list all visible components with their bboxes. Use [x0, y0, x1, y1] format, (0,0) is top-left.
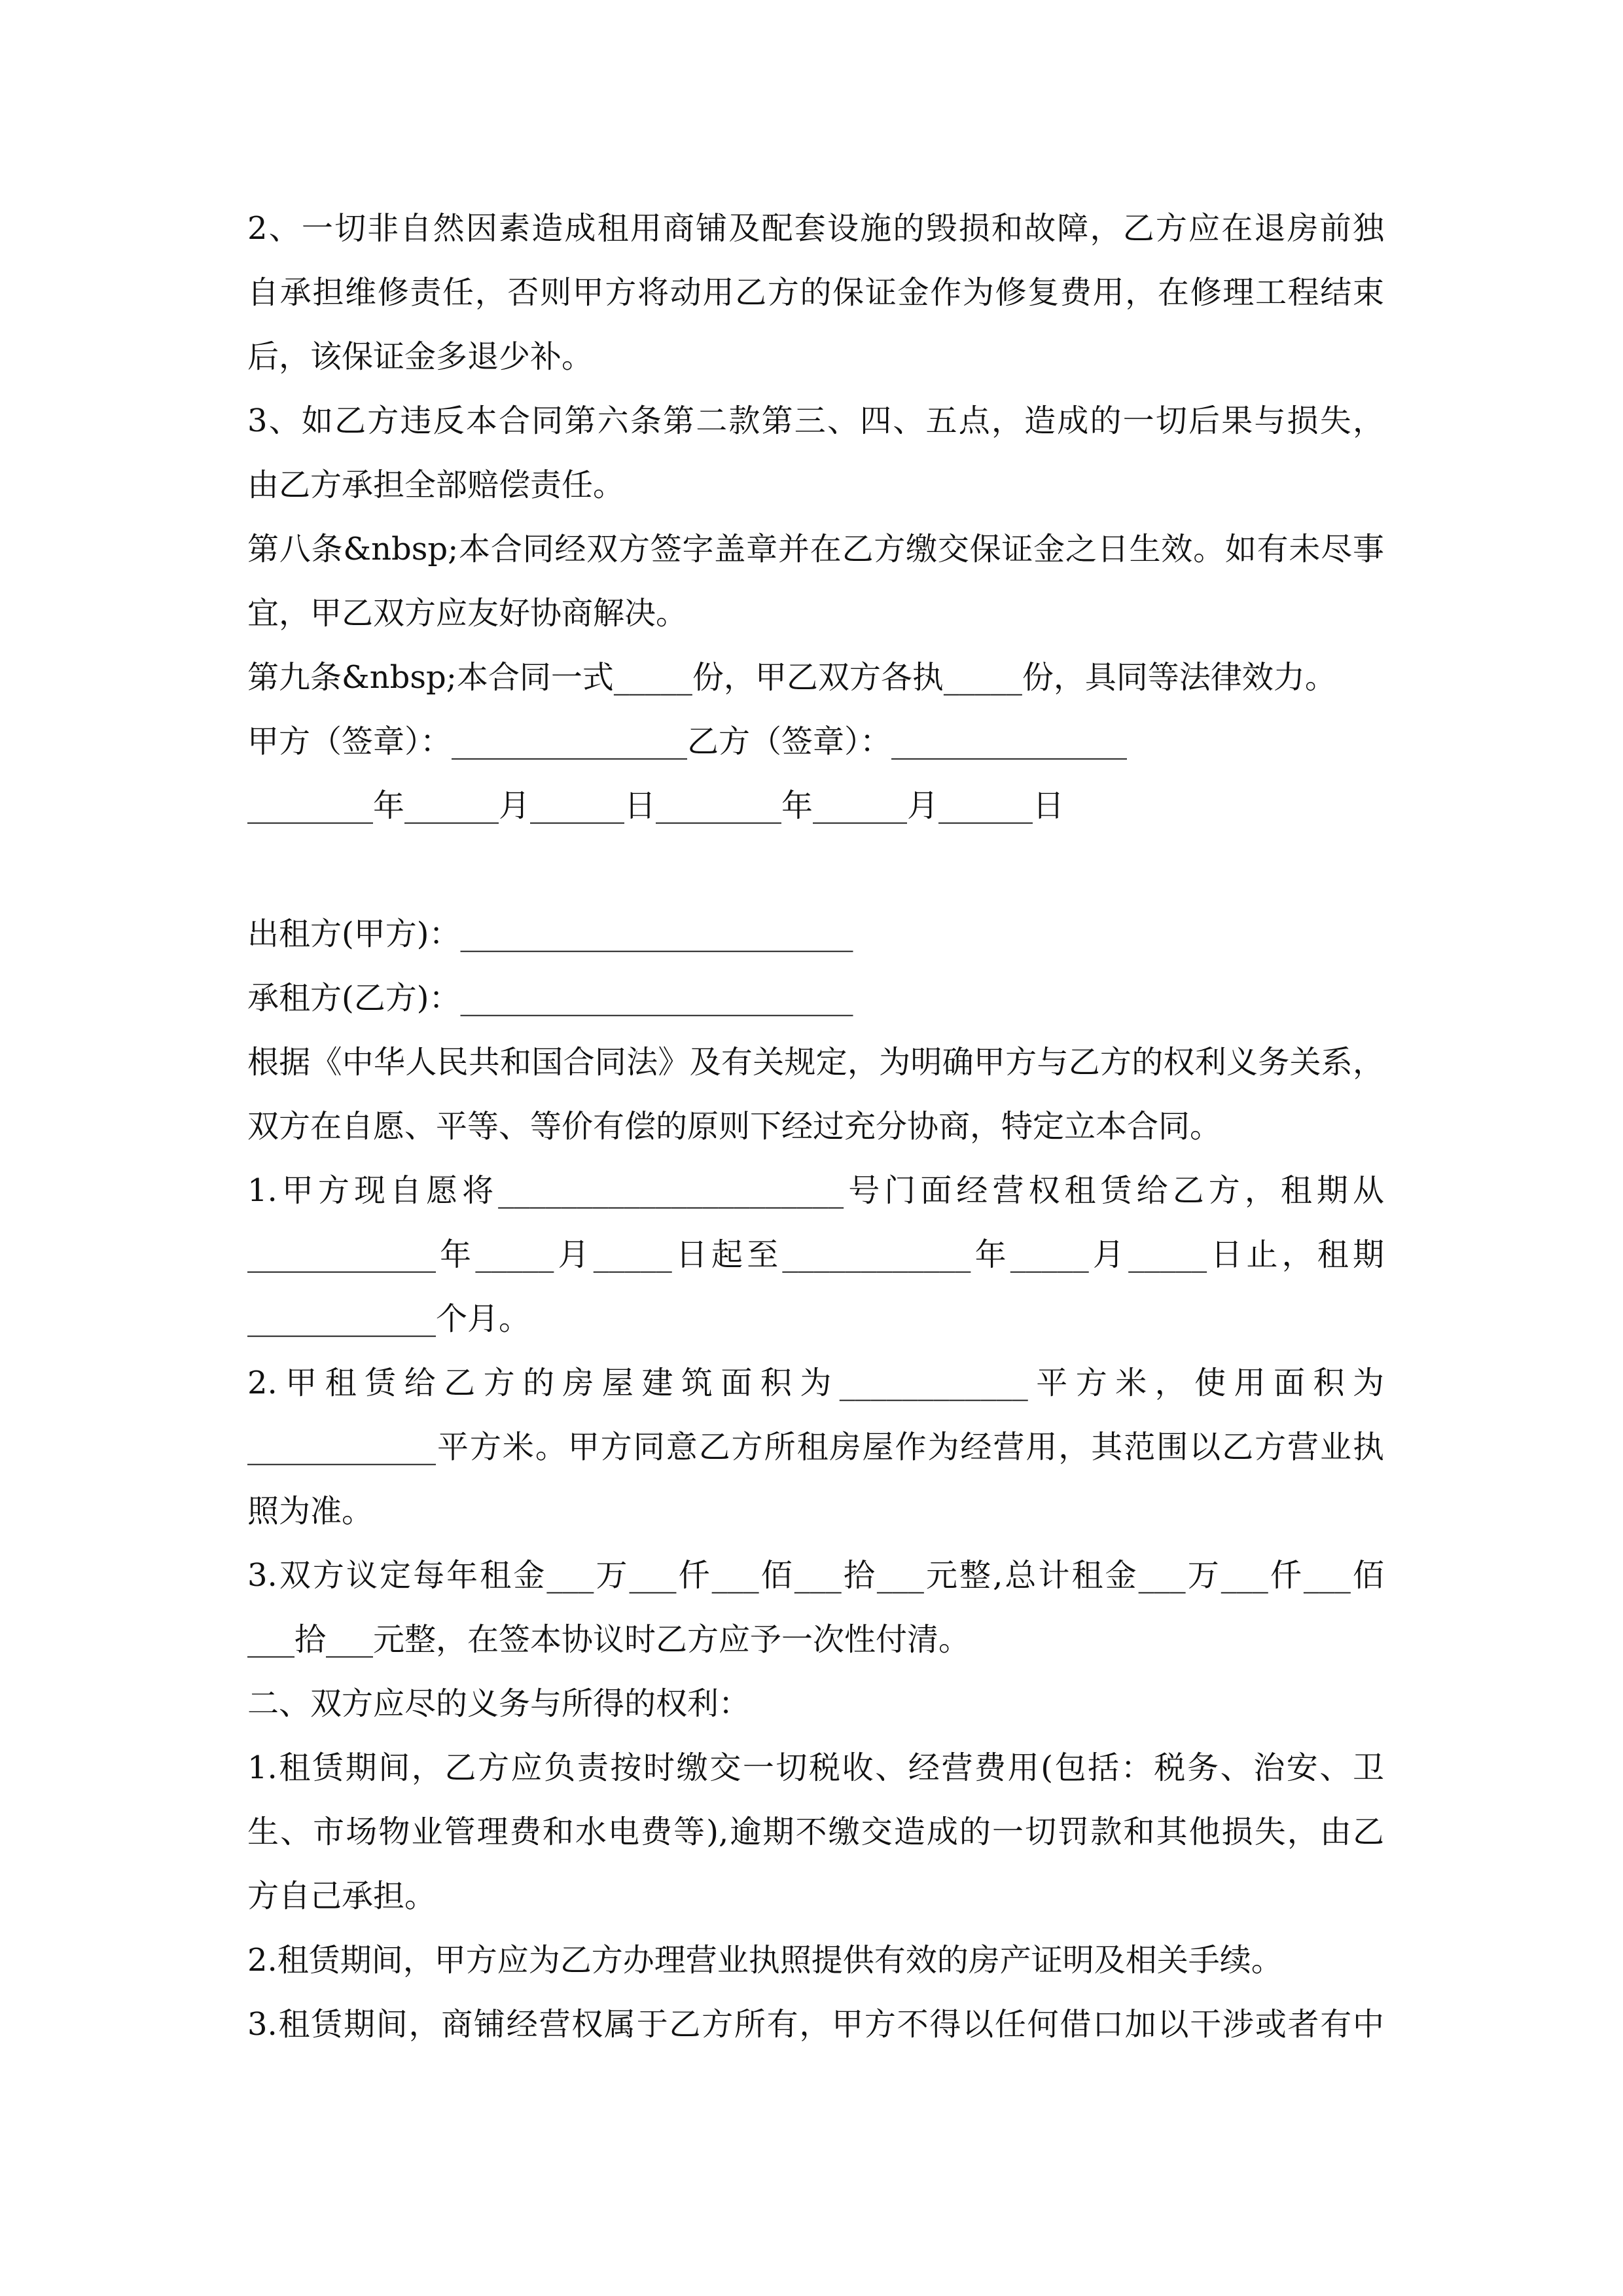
section-2-heading: 二、双方应尽的义务与所得的权利： — [247, 1685, 751, 1722]
clause-3-line: 由乙方承担全部赔偿责任。 — [247, 467, 625, 503]
clause-2-line: 后，该保证金多退少补。 — [247, 338, 594, 375]
clause-2-line: 自承担维修责任，否则甲方将动用乙方的保证金作为修复费用，在修理工程结束 — [247, 274, 1384, 311]
term-3-line: 3.双方议定每年租金___万___仟___佰___拾___元整,总计租金___万___仟___佰 — [247, 1557, 1384, 1594]
clause-3-line: 3、如乙方违反本合同第六条第二款第三、四、五点，造成的一切后果与损失， — [247, 403, 1384, 439]
term-3-line: ___拾___元整，在签本协议时乙方应予一次性付清。 — [247, 1621, 971, 1658]
blank-line — [247, 838, 1384, 902]
date-line: ________年______月______日________年______月______日 — [247, 787, 1065, 824]
clause-2-line: 2、一切非自然因素造成租用商铺及配套设施的毁损和故障，乙方应在退房前独 — [247, 210, 1384, 247]
preamble-line: 根据《中华人民共和国合同法》及有关规定，为明确甲方与乙方的权利义务关系， — [247, 1044, 1384, 1081]
duty-2-line: 2.租赁期间，甲方应为乙方办理营业执照提供有效的房产证明及相关手续。 — [247, 1942, 1283, 1979]
article-8-line: 第八条&nbsp;本合同经双方签字盖章并在乙方缴交保证金之日生效。如有未尽事 — [247, 531, 1384, 567]
duty-1-line: 方自己承担。 — [247, 1878, 437, 1914]
term-2-line: 照为准。 — [247, 1493, 374, 1530]
term-2-line: 2.甲租赁给乙方的房屋建筑面积为____________平方米，使用面积为 — [247, 1365, 1384, 1401]
lessor-line: 出租方(甲方)：_________________________ — [247, 916, 853, 952]
term-1-line: ____________年_____月_____日起至____________年_____月_____日止，租期 — [247, 1236, 1384, 1273]
duty-1-line: 生、市场物业管理费和水电费等),逾期不缴交造成的一切罚款和其他损失，由乙 — [247, 1814, 1384, 1850]
signature-line: 甲方（签章）：_______________乙方（签章）：_______________ — [247, 723, 1128, 760]
lessee-line: 承租方(乙方)：_________________________ — [247, 980, 853, 1016]
duty-1-line: 1.租赁期间，乙方应负责按时缴交一切税收、经营费用(包括：税务、治安、卫 — [247, 1749, 1384, 1786]
term-1-line: 1.甲方现自愿将______________________号门面经营权租赁给乙方，租期从 — [247, 1172, 1384, 1209]
article-8-line: 宜，甲乙双方应友好协商解决。 — [247, 595, 688, 632]
preamble-line: 双方在自愿、平等、等价有偿的原则下经过充分协商，特定立本合同。 — [247, 1108, 1222, 1145]
document-page — [247, 196, 1384, 2056]
duty-3-line: 3.租赁期间，商铺经营权属于乙方所有，甲方不得以任何借口加以干涉或者有中 — [247, 2006, 1384, 2043]
term-2-line: ____________平方米。甲方同意乙方所租房屋作为经营用，其范围以乙方营业执 — [247, 1429, 1384, 1465]
article-9-line: 第九条&nbsp;本合同一式_____份，甲乙双方各执_____份，具同等法律效力。 — [247, 659, 1336, 696]
term-1-line: ____________个月。 — [247, 1300, 531, 1337]
